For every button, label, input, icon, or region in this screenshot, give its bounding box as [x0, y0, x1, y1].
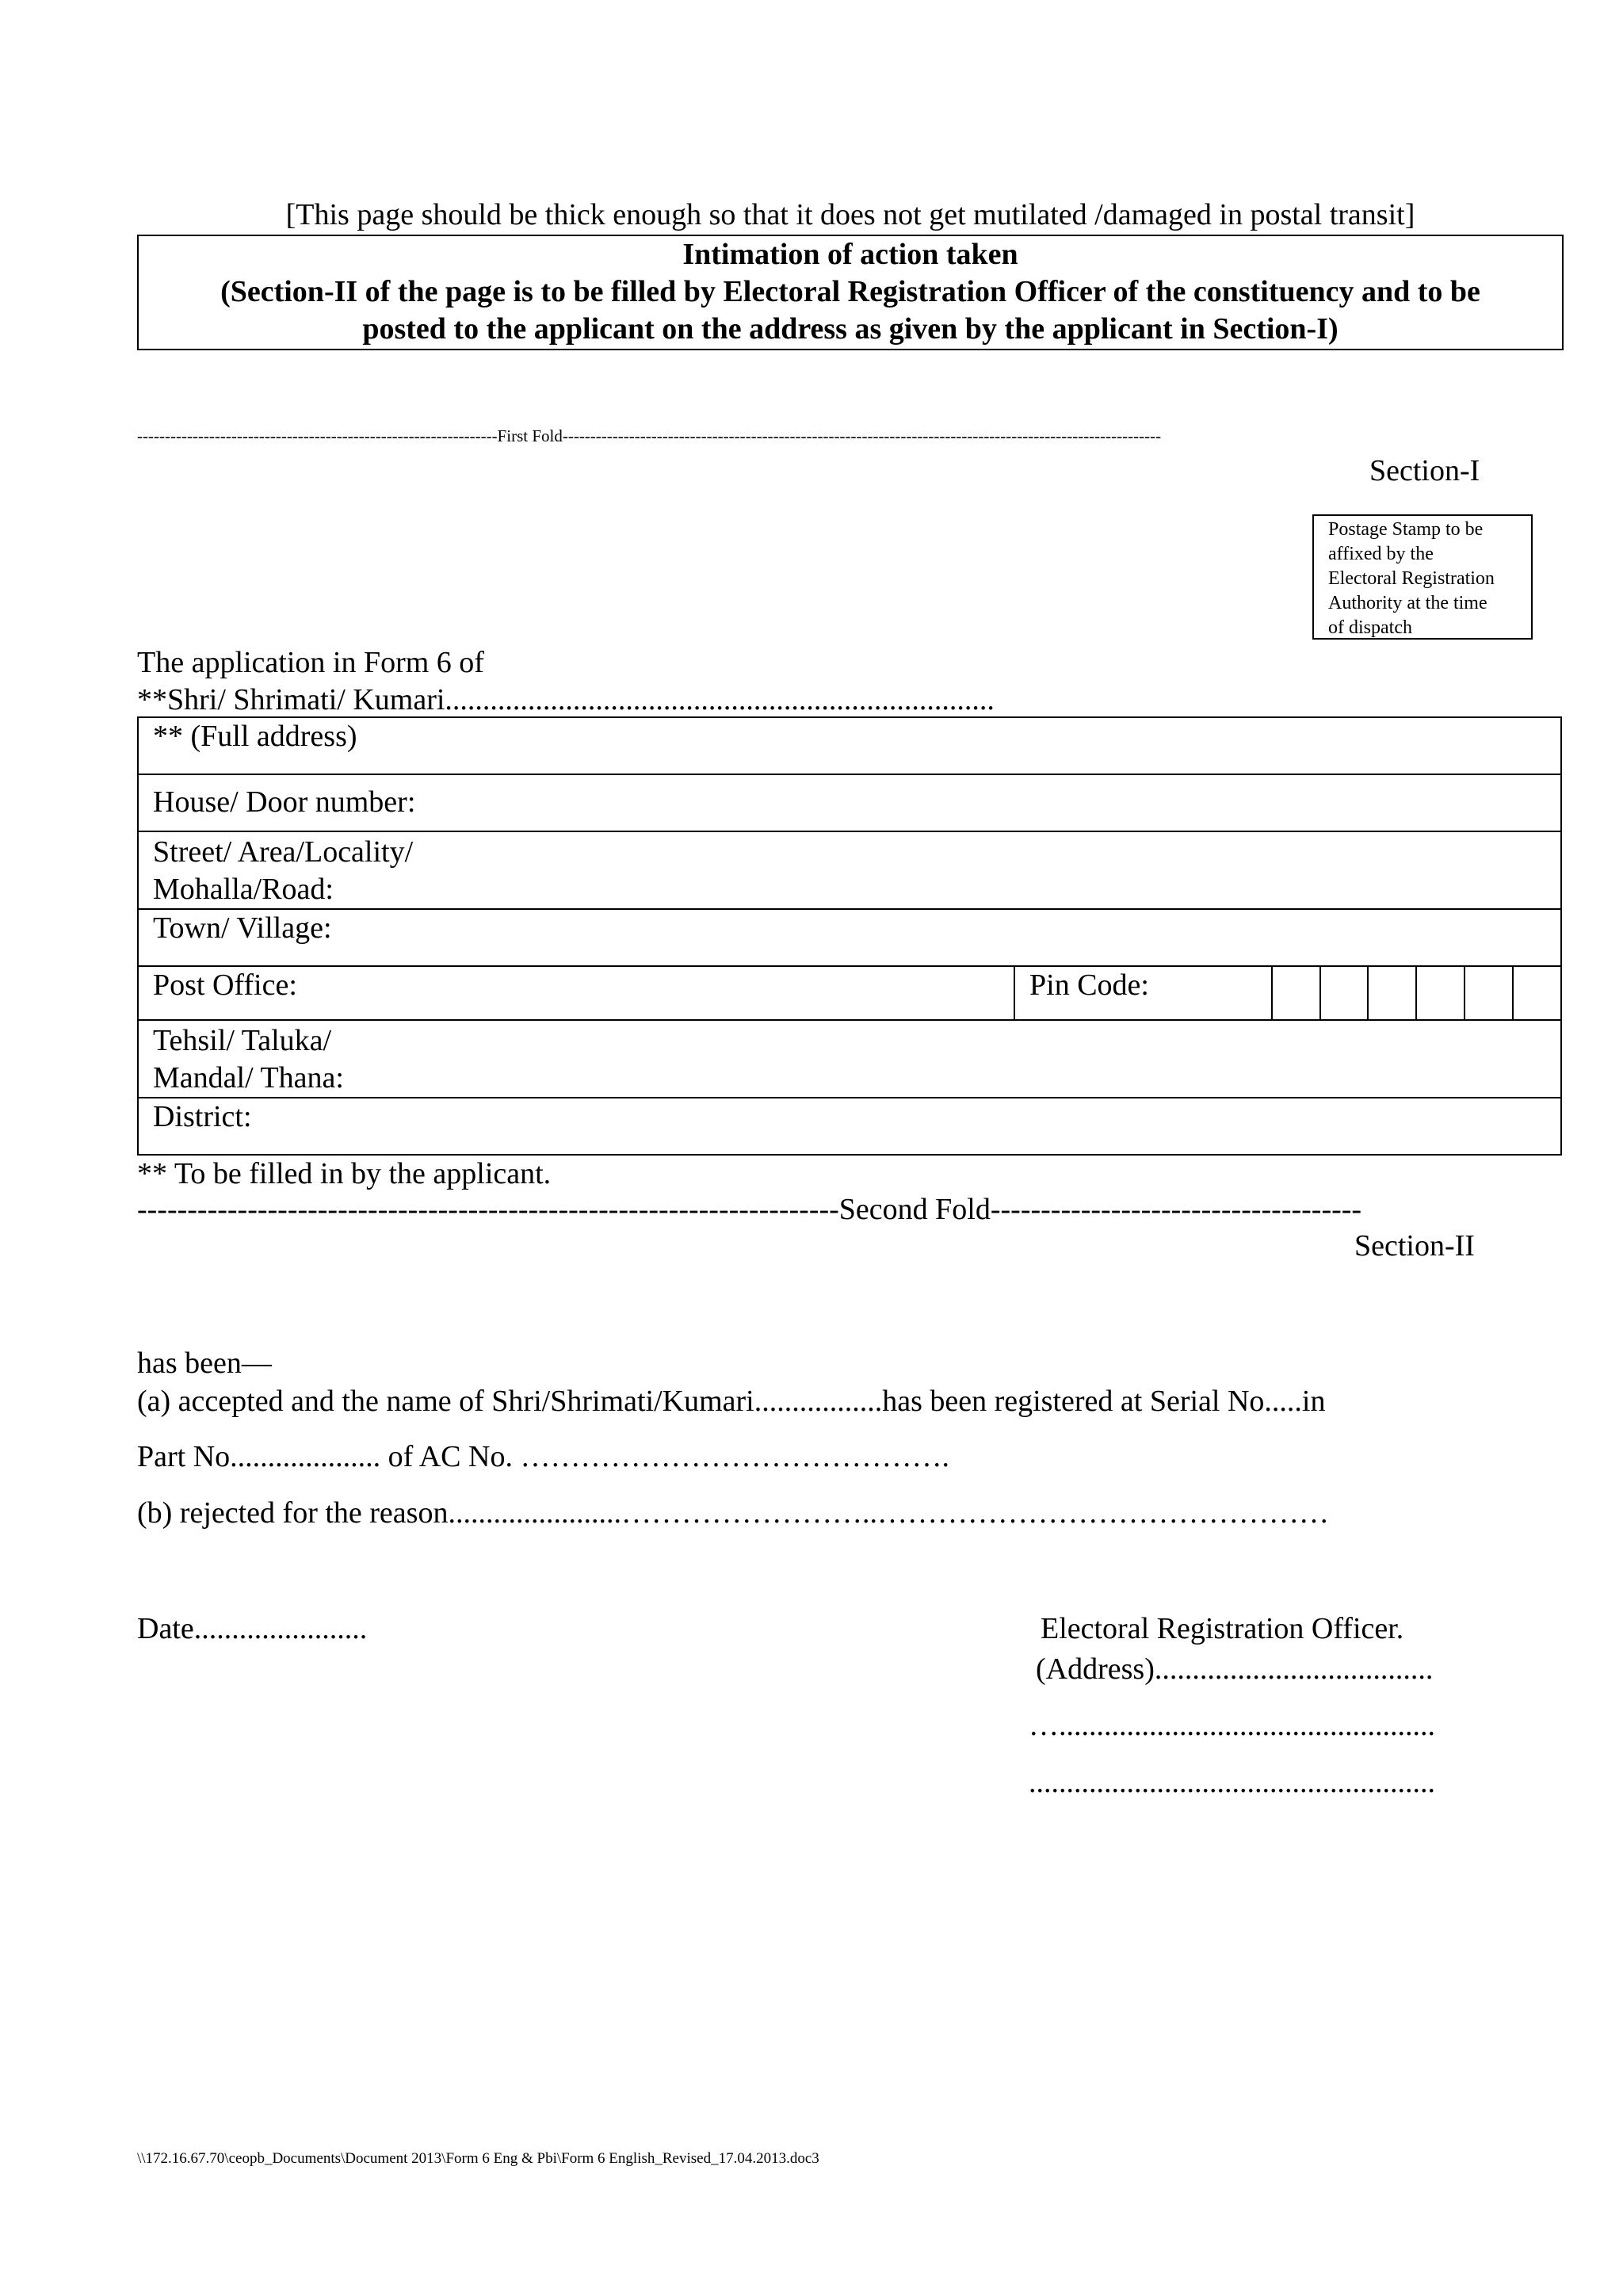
- intimation-header-box: [137, 235, 1564, 350]
- stamp-text-line: of dispatch: [1328, 617, 1412, 638]
- rejected-line[interactable]: (b) rejected for the reason.......................……………………..………………………………………: [137, 1496, 1329, 1530]
- tehsil-label-line1: Tehsil/ Taluka/: [153, 1024, 332, 1057]
- address-table: [137, 716, 1562, 1156]
- pin-digit-box[interactable]: [1416, 966, 1465, 1020]
- form-subtitle-line1: (Section-II of the page is to be filled by Electoral Registration Officer of the constituency and to be: [220, 275, 1480, 308]
- section-1-label: Section-I: [1369, 454, 1480, 487]
- postage-stamp-box: [1312, 514, 1533, 640]
- accepted-line[interactable]: (a) accepted and the name of Shri/Shrimati/Kumari.................has been registered at Serial No.....in: [137, 1385, 1326, 1418]
- application-line: The application in Form 6 of: [137, 646, 484, 679]
- part-number-line[interactable]: Part No.................... of AC No. …………………………………….: [137, 1440, 949, 1473]
- pin-digit-box[interactable]: [1465, 966, 1513, 1020]
- street-label-line1: Street/ Area/Locality/: [153, 835, 414, 869]
- document-path-footer: \\172.16.67.70\ceopb_Documents\Document 2013\Form 6 Eng & Pbi\Form 6 English_Revised_17.04.2013.doc3: [137, 2150, 819, 2167]
- tehsil-field[interactable]: [138, 1020, 1561, 1098]
- post-office-field[interactable]: Post Office:: [138, 966, 1014, 1020]
- full-address-header: ** (Full address): [138, 717, 1561, 774]
- district-field[interactable]: District:: [138, 1098, 1561, 1155]
- date-field[interactable]: Date.......................: [137, 1612, 368, 1645]
- town-field[interactable]: Town/ Village:: [138, 909, 1561, 966]
- street-field[interactable]: [138, 831, 1561, 909]
- stamp-text-line: Electoral Registration: [1328, 568, 1495, 589]
- stamp-text-line: Postage Stamp to be: [1328, 519, 1484, 540]
- pin-code-label: Pin Code:: [1014, 966, 1272, 1020]
- pin-digit-box[interactable]: [1368, 966, 1416, 1020]
- pin-digit-box[interactable]: [1320, 966, 1369, 1020]
- stamp-text-line: Authority at the time: [1328, 593, 1487, 613]
- has-been-text: has been—: [137, 1347, 272, 1380]
- ero-address-line3[interactable]: ......................................................: [1029, 1766, 1435, 1799]
- section-2-label: Section-II: [1354, 1229, 1475, 1263]
- first-fold-line: -----------------------------------------------------------------First Fold------------------------------------------------------------------------------------------------------------: [137, 426, 1162, 445]
- transit-instruction: [This page should be thick enough so that it does not get mutilated /damaged in postal transit]: [285, 198, 1415, 231]
- form-title: Intimation of action taken: [682, 238, 1018, 271]
- applicant-name-line[interactable]: **Shri/ Shrimati/ Kumari.........................................................................: [137, 683, 995, 716]
- pin-digit-box[interactable]: [1272, 966, 1320, 1020]
- street-label-line2: Mohalla/Road:: [153, 873, 334, 906]
- second-fold-line: ----------------------------------------------------------------------Second Fold-------------------------------------: [137, 1193, 1362, 1226]
- house-number-field[interactable]: House/ Door number:: [138, 774, 1561, 831]
- applicant-note: ** To be filled in by the applicant.: [137, 1157, 552, 1190]
- ero-title: Electoral Registration Officer.: [1041, 1612, 1404, 1645]
- ero-address-line1[interactable]: (Address).....................................: [1036, 1652, 1434, 1686]
- pin-digit-box[interactable]: [1513, 966, 1561, 1020]
- form-subtitle-line2: posted to the applicant on the address as given by the applicant in Section-I): [362, 312, 1338, 346]
- ero-address-line2[interactable]: …..................................................: [1029, 1709, 1435, 1742]
- stamp-text-line: affixed by the: [1328, 544, 1434, 564]
- tehsil-label-line2: Mandal/ Thana:: [153, 1061, 344, 1095]
